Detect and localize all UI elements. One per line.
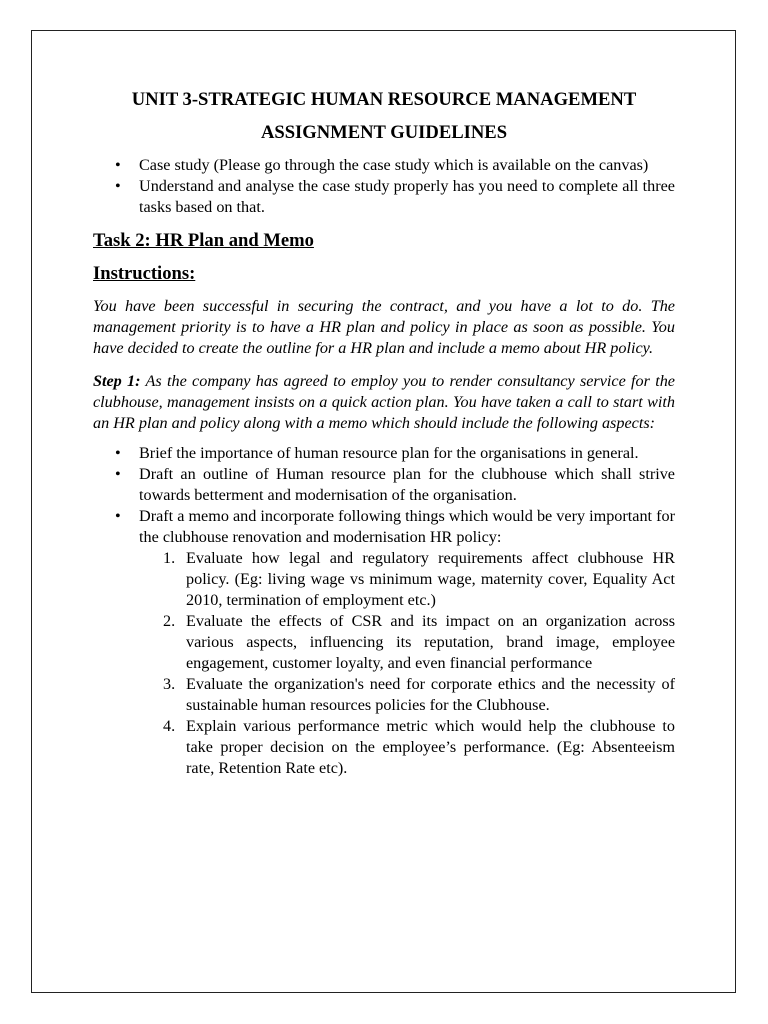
memo-item-text: Evaluate the effects of CSR and its impact on an organization across various aspects, influencing its reputation, brand image, employee engagement, customer loyalty, and even financial performance xyxy=(186,612,675,672)
item-number: 1. xyxy=(163,549,176,567)
guideline-text: Case study (Please go through the case study which is available on the canvas) xyxy=(139,156,649,174)
item-number: 4. xyxy=(163,717,176,735)
list-item xyxy=(93,506,675,779)
bullet-icon: • xyxy=(115,507,121,525)
memo-item-text: Evaluate how legal and regulatory requirements affect clubhouse HR policy. (Eg: living wage vs minimum wage, maternity cover, Equality Act 2010, termination of employment etc.) xyxy=(186,549,675,609)
list-item xyxy=(93,464,675,506)
guideline-text: Understand and analyse the case study properly has you need to complete all three tasks based on that. xyxy=(139,177,675,216)
bullet-icon: • xyxy=(115,156,121,174)
task-heading: Task 2: HR Plan and Memo xyxy=(93,230,314,251)
document-subtitle: ASSIGNMENT GUIDELINES xyxy=(260,122,508,143)
list-item xyxy=(93,443,675,464)
list-item xyxy=(139,611,675,674)
document-body xyxy=(93,89,675,779)
list-item xyxy=(139,716,675,779)
list-item xyxy=(139,674,675,716)
item-number: 3. xyxy=(163,675,176,693)
step1-paragraph xyxy=(93,371,675,434)
document-title: UNIT 3-STRATEGIC HUMAN RESOURCE MANAGEMENT xyxy=(131,89,637,110)
step1-label: Step 1: xyxy=(93,372,141,390)
memo-items-list xyxy=(139,548,675,779)
memo-item-text: Explain various performance metric which would help the clubhouse to take proper decision on the employee’s performance. (Eg: Absenteeism rate, Retention Rate etc). xyxy=(186,717,675,777)
list-item xyxy=(93,155,675,176)
item-number: 2. xyxy=(163,612,176,630)
bullet-icon: • xyxy=(115,177,121,195)
list-item xyxy=(93,176,675,218)
document-page xyxy=(31,30,736,993)
list-item xyxy=(139,548,675,611)
instructions-heading: Instructions: xyxy=(93,263,196,284)
aspects-list xyxy=(93,443,675,779)
bullet-icon: • xyxy=(115,465,121,483)
intro-paragraph: You have been successful in securing the contract, and you have a lot to do. The management priority is to have a HR plan and policy in place as soon as possible. You have decided to create the outline for a HR plan and include a memo about HR policy. xyxy=(93,297,675,357)
step1-text: As the company has agreed to employ you to render consultancy service for the clubhouse, management insists on a quick action plan. You have taken a call to start with an HR plan and policy along with a memo which should include the following aspects: xyxy=(93,372,675,432)
bullet-icon: • xyxy=(115,444,121,462)
aspect-text: Draft a memo and incorporate following things which would be very important for the clubhouse renovation and modernisation HR policy: xyxy=(139,507,675,546)
aspect-text: Brief the importance of human resource plan for the organisations in general. xyxy=(139,444,639,462)
memo-item-text: Evaluate the organization's need for corporate ethics and the necessity of sustainable human resources policies for the Clubhouse. xyxy=(186,675,675,714)
guidelines-list xyxy=(93,155,675,218)
aspect-text: Draft an outline of Human resource plan for the clubhouse which shall strive towards betterment and modernisation of the organisation. xyxy=(139,465,675,504)
